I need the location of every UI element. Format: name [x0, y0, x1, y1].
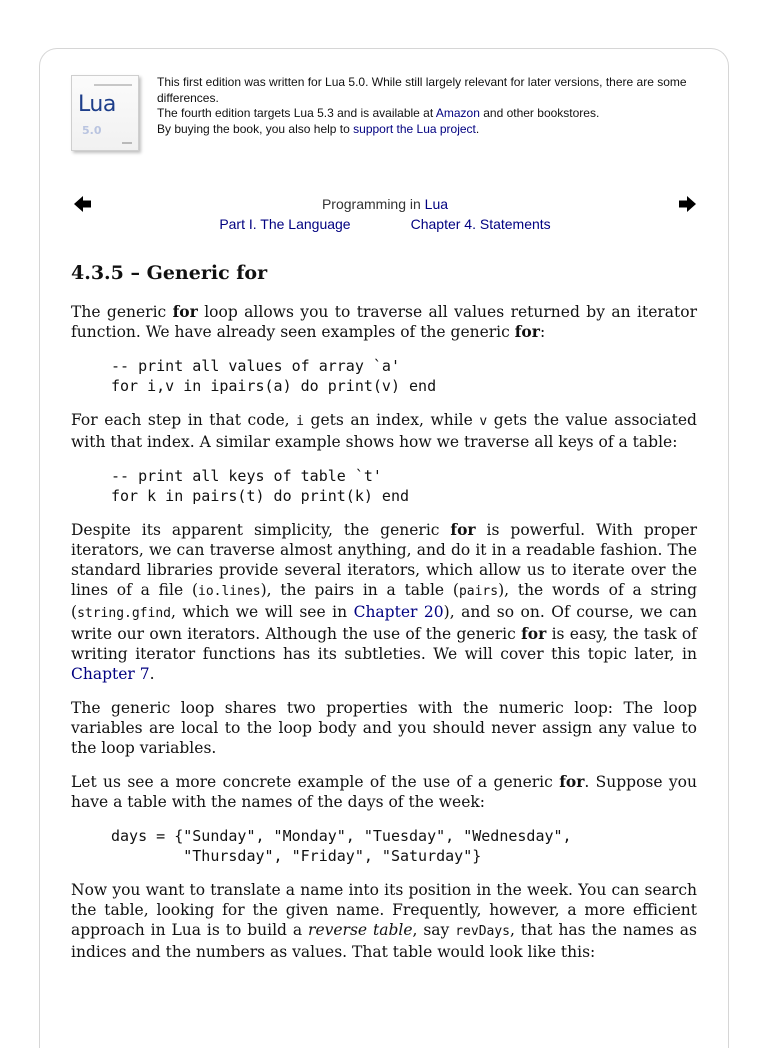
book-title-text: Programming in: [321, 196, 425, 212]
keyword: for: [450, 520, 476, 539]
notice-line-1: This first edition was written for Lua 5.0. While still largely relevant for later versions, there are some differences.: [157, 75, 687, 105]
notice-line-2: [157, 106, 717, 122]
code-block-1: -- print all values of array `a' for i,v in ipairs(a) do print(v) end: [111, 357, 437, 395]
section-content: [71, 261, 697, 976]
text: . Suppose you have a table with the names of the days of the week:: [71, 773, 697, 811]
notice-line-3: [157, 122, 717, 138]
notice-line-2-tail: and other bookstores.: [479, 106, 600, 120]
keyword: for: [559, 772, 585, 791]
text: :: [539, 323, 546, 341]
text: is easy, the task of writing iterator functions has its subtleties. We will cover this topic later, in: [71, 625, 697, 663]
cover-edition: 5.0: [82, 124, 102, 137]
text: ), the words of a string (: [71, 581, 698, 621]
notice-line-3-tail: .: [475, 121, 480, 136]
notice-line-3-text: By buying the book, you also help to: [157, 121, 354, 136]
text: is powerful. With proper iterators, we can traverse almost anything, and do it in a readable fashion. The standard libraries provide several iterators, which allow us to iterate over the lines of a file (: [71, 521, 697, 599]
text: , say: [412, 921, 456, 939]
keyword: for: [521, 624, 547, 643]
paragraph-2: [71, 410, 697, 452]
text: Let us see a more concrete example of the use of a generic: [71, 773, 560, 791]
inline-code: pairs: [458, 584, 499, 599]
inline-code: string.gfind: [77, 606, 171, 621]
inline-code: io.lines: [198, 584, 261, 599]
text: For each step in that code,: [71, 411, 297, 429]
inline-code: i: [296, 414, 304, 429]
code-block-2: -- print all keys of table `t' for k in pairs(t) do print(k) end: [111, 467, 410, 505]
text: Despite its apparent simplicity, the generic: [71, 521, 451, 539]
book-title: [40, 195, 730, 213]
text: ), and so on. Of course, we can write our own iterators. Although the use of the generic: [71, 603, 698, 643]
inline-code: revDays: [455, 924, 511, 939]
cover-title: Lua: [78, 92, 116, 117]
section-heading: 4.3.5 – Generic for: [71, 262, 268, 284]
keyword: for: [172, 302, 198, 321]
lua-home-link[interactable]: Lua: [424, 196, 449, 212]
paragraph-6: [71, 880, 697, 962]
text: , that has the names as indices and the numbers as values. That table would look like this:: [71, 921, 697, 961]
paragraph-1: [71, 302, 697, 342]
text: ), the pairs in a table (: [260, 581, 459, 599]
paragraph-3: [71, 520, 697, 684]
chapter-navigation: [40, 195, 730, 235]
breadcrumb: [40, 215, 730, 233]
text: , which we will see in: [170, 603, 354, 621]
paragraph-5: [71, 772, 697, 812]
keyword: for: [514, 322, 540, 341]
book-cover-image[interactable]: [71, 75, 139, 151]
code-block-3: days = {"Sunday", "Monday", "Tuesday", "Wednesday", "Thursday", "Friday", "Saturday"}: [111, 827, 572, 865]
inline-code: v: [479, 414, 488, 429]
page-card: [39, 48, 729, 1048]
text: .: [149, 665, 155, 683]
text: gets an index, while: [303, 411, 480, 429]
notice-text: [157, 75, 717, 137]
next-page-arrow-icon[interactable]: [678, 195, 696, 213]
support-lua-link[interactable]: support the Lua project: [353, 121, 476, 136]
chapter-7-link[interactable]: Chapter 7: [71, 665, 150, 683]
amazon-link[interactable]: Amazon: [435, 106, 480, 120]
text: The generic: [71, 303, 173, 321]
text: gets the value associated with that index. A similar example shows how we traverse all keys of a table:: [71, 411, 697, 451]
text: Now you want to translate a name into its position in the week. You can search the table, looking for the given name. Frequently, however, a more efficient approach in Lua is to build a: [71, 881, 697, 939]
chapter-link[interactable]: Chapter 4. Statements: [410, 216, 551, 232]
paragraph-4: The generic loop shares two properties with the numeric loop: The loop variables are local to the loop body and you should never assign any value to the loop variables.: [71, 699, 697, 757]
part-link[interactable]: Part I. The Language: [219, 216, 351, 232]
chapter-20-link[interactable]: Chapter 20: [353, 603, 444, 621]
cover-author-line: [94, 84, 132, 86]
text: loop allows you to traverse all values returned by an iterator function. We have already seen examples of the generic: [71, 303, 697, 341]
emphasis: reverse table: [308, 921, 413, 939]
cover-publisher-mark: [122, 142, 132, 144]
notice-line-2-text: The fourth edition targets Lua 5.3 and is available at: [157, 106, 436, 120]
